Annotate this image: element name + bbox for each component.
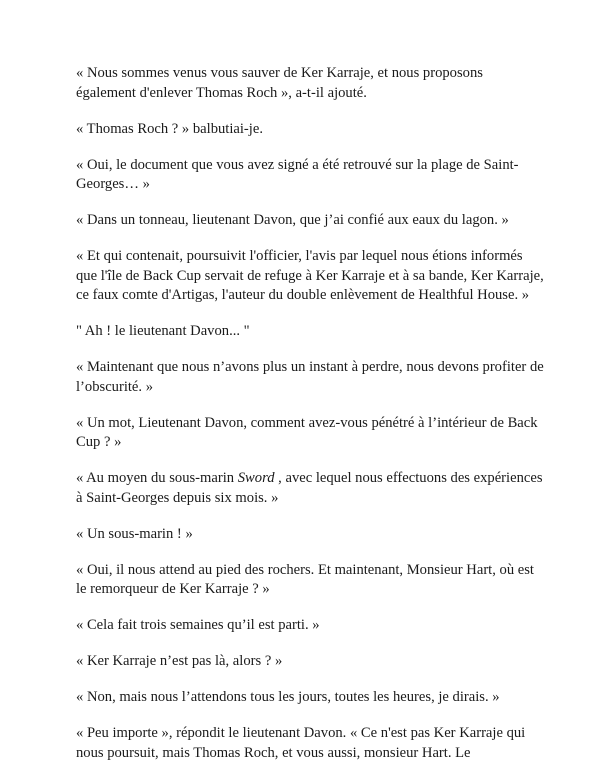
paragraph: « Thomas Roch ? » balbutiai-je. bbox=[76, 120, 263, 137]
paragraph: " Ah ! le lieutenant Davon... " bbox=[76, 323, 250, 339]
paragraph: « Un sous-marin ! » bbox=[76, 525, 193, 542]
paragraph: « Oui, il nous attend au pied des rochers. Et maintenant, Monsieur Hart, où est le remorqueur de Ker Karraje ? » bbox=[76, 561, 534, 597]
paragraph: « Un mot, Lieutenant Davon, comment avez-vous pénétré à l’intérieur de Back Cup ? » bbox=[76, 414, 538, 450]
paragraph-text: « Au moyen du sous-marin bbox=[76, 470, 238, 486]
submarine-name: Sword bbox=[237, 470, 275, 486]
paragraph: « Ker Karraje n’est pas là, alors ? » bbox=[76, 653, 283, 669]
paragraph: « Non, mais nous l’attendons tous les jours, toutes les heures, je dirais. » bbox=[76, 689, 500, 705]
paragraph-text: , avec lequel nous effectuons des expériences à Saint-Georges depuis six mois. » bbox=[76, 470, 543, 506]
paragraph: « Et qui contenait, poursuivit l'officier, l'avis par lequel nous étions informés que l'île de Back Cup servait de refuge à Ker Karraje et à sa bande, Ker Karraje, ce faux comte d'Artigas, l'auteur du double enlèvement de Healthful House. » bbox=[76, 248, 544, 303]
paragraph: « Nous sommes venus vous sauver de Ker Karraje, et nous proposons également d'enlever Thomas Roch », a-t-il ajouté. bbox=[76, 65, 483, 101]
paragraph: « Maintenant que nous n’avons plus un instant à perdre, nous devons profiter de l’obscurité. » bbox=[76, 359, 544, 395]
paragraph bbox=[76, 469, 546, 508]
paragraph: « Dans un tonneau, lieutenant Davon, que j’ai confié aux eaux du lagon. » bbox=[76, 212, 509, 228]
paragraph: « Peu importe », répondit le lieutenant Davon. « Ce n'est pas Ker Karraje qui nous poursuit, mais Thomas Roch, et vous aussi, monsieur Hart. Le bbox=[76, 725, 526, 761]
body-text bbox=[76, 64, 546, 780]
paragraph: « Cela fait trois semaines qu’il est parti. » bbox=[76, 617, 320, 633]
paragraph: « Oui, le document que vous avez signé a été retrouvé sur la plage de Saint-Georges… » bbox=[76, 156, 519, 192]
